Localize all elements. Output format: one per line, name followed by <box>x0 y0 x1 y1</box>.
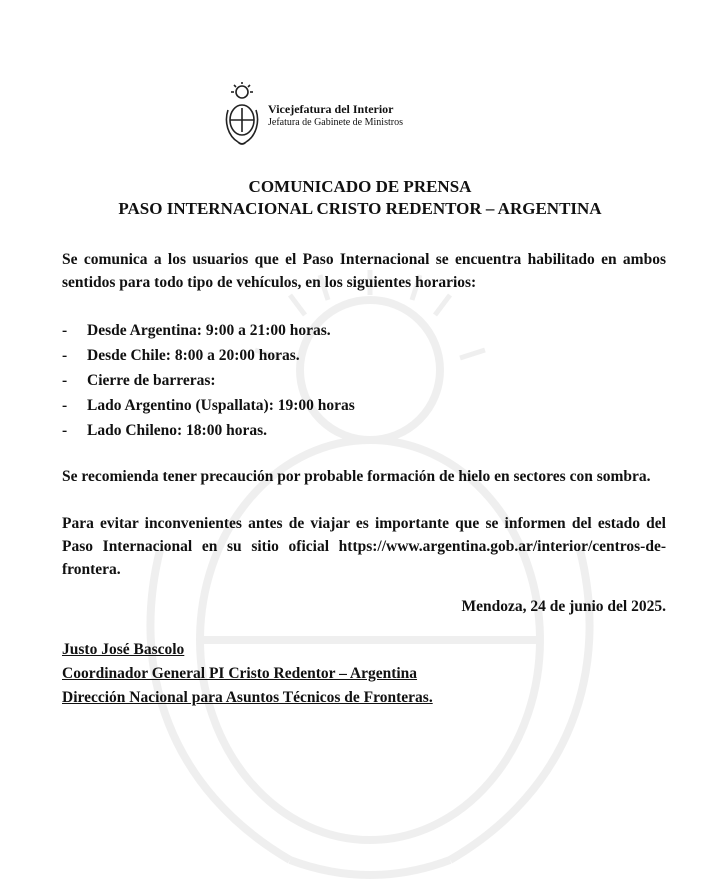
info-paragraph: Para evitar inconvenientes antes de viajar es importante que se informen del estado del Paso Internacional en su sitio oficial https://www.argentina.gob.ar/interior/centros-de-frontera. <box>62 515 666 578</box>
schedule-item-text: Lado Argentino (Uspallata): 19:00 horas <box>87 397 355 414</box>
schedule-item-text: Desde Argentina: 9:00 a 21:00 horas. <box>87 322 331 339</box>
title-line-2: PASO INTERNACIONAL CRISTO REDENTOR – ARGENTINA <box>118 199 602 218</box>
signer-role: Coordinador General PI Cristo Redentor – Argentina <box>62 665 418 682</box>
list-item: - Desde Argentina: 9:00 a 21:00 horas. <box>62 318 666 343</box>
list-item: - Desde Chile: 8:00 a 20:00 horas. <box>62 343 666 368</box>
signer-name: Justo José Bascolo <box>62 641 185 658</box>
organization-name <box>268 102 403 130</box>
argentina-coat-of-arms-icon <box>222 80 262 152</box>
signer-office: Dirección Nacional para Asuntos Técnicos de Fronteras. <box>62 689 433 706</box>
schedule-item-text: Lado Chileno: 18:00 horas. <box>87 422 267 439</box>
list-item: - Lado Argentino (Uspallata): 19:00 horas <box>62 393 666 418</box>
intro-paragraph: Se comunica a los usuarios que el Paso Internacional se encuentra habilitado en ambos sentidos para todo tipo de vehículos, en los siguientes horarios: <box>62 251 666 291</box>
schedule-item-text: Desde Chile: 8:00 a 20:00 horas. <box>87 347 300 364</box>
document-body <box>62 248 666 710</box>
document-header <box>222 80 403 152</box>
org-sub-name: Jefatura de Gabinete de Ministros <box>268 117 403 129</box>
title-line-1: COMUNICADO DE PRENSA <box>248 177 472 196</box>
warning-paragraph: Se recomienda tener precaución por probable formación de hielo en sectores con sombra. <box>62 468 651 485</box>
list-item: - Lado Chileno: 18:00 horas. <box>62 418 666 443</box>
list-item: - Cierre de barreras: <box>62 368 666 393</box>
schedule-list <box>62 318 666 443</box>
schedule-item-text: Cierre de barreras: <box>87 372 216 389</box>
document-date: Mendoza, 24 de junio del 2025. <box>461 598 666 615</box>
signature-block <box>62 638 666 710</box>
document-title <box>0 176 720 220</box>
org-main-name: Vicejefatura del Interior <box>268 102 394 117</box>
